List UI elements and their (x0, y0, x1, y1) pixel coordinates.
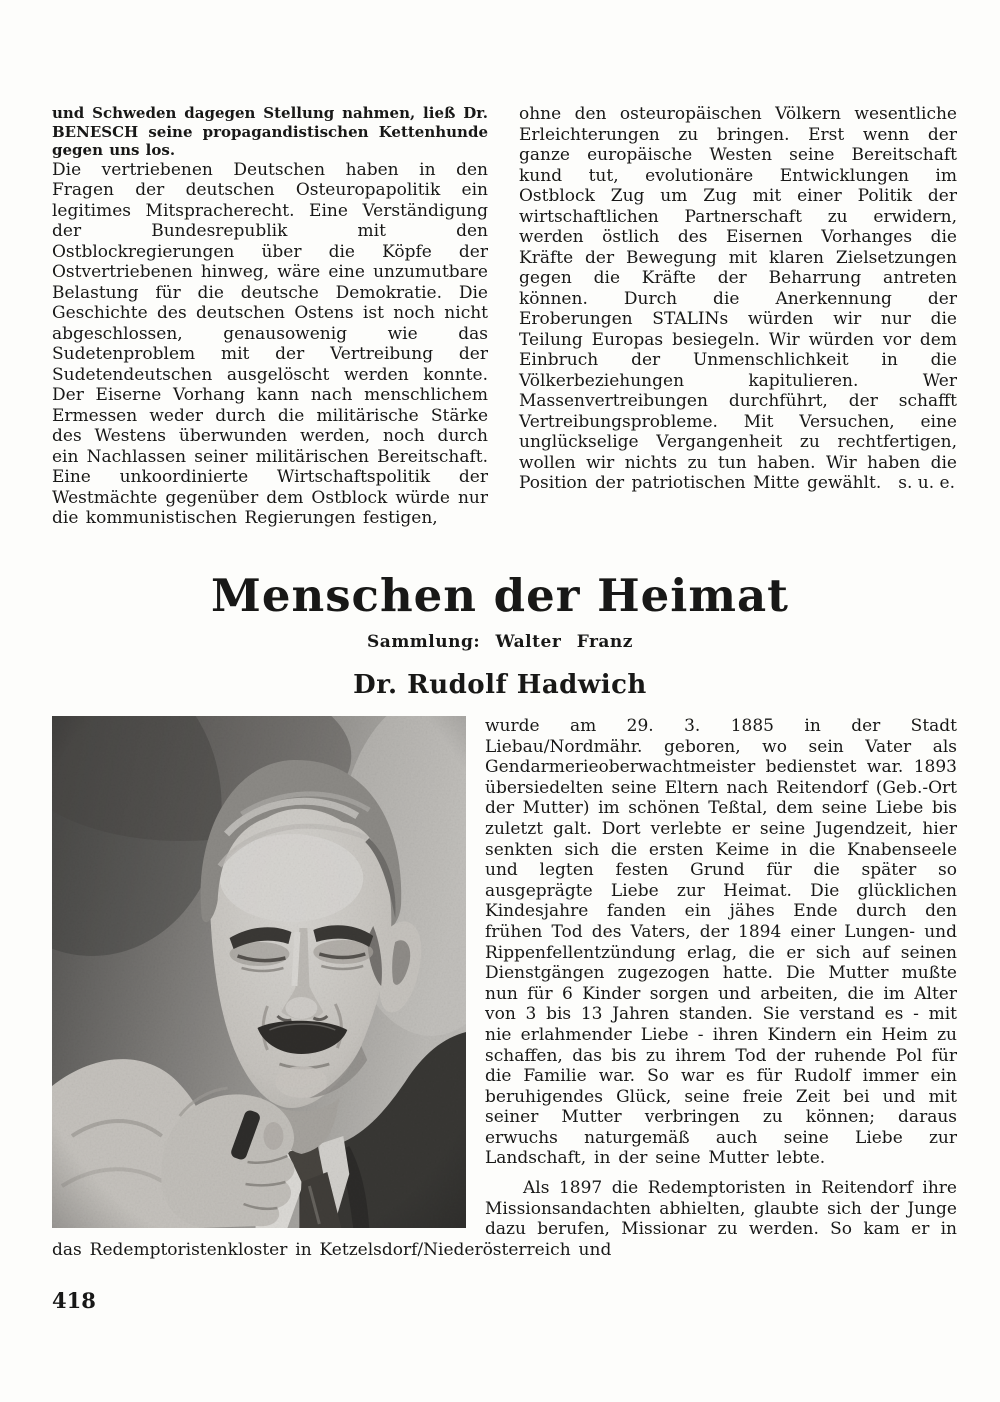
top-article (52, 104, 957, 529)
right-column-body-paragraph: ohne den osteuropäischen Völkern wesentliche Erleichterungen zu bringen. Erst wenn der ganze europäische Westen seine Bereitschaft kund tut, evolutionäre Entwicklungen im Ostblock Zug um Zug mit einer Politik der wirtschaftlichen Partnerschaft zu erwidern, werden östlich des Eisernen Vorhanges die Kräfte der Bewegung mit klaren Zielsetzungen gegen die Kräfte der Beharrung antreten können. Durch die Anerkennung der Eroberungen STALINs würden wir nur die Teilung Europas besiegeln. Wir würden vor dem Einbruch der Unmenschlichkeit in die Völkerbeziehungen kapitulieren. Wer Massenvertreibungen durchführt, der schafft Vertreibungsprobleme. Mit Versuchen, eine unglückselige Vergangenheit zu rechtfertigen, wollen wir nichts zu tun haben. Wir haben die Position der patriotischen Mitte gewählt. (519, 104, 957, 493)
portrait-photo-image (52, 716, 466, 1228)
top-article-left-column (52, 104, 488, 529)
collection-credit: Sammlung: Walter Franz (367, 632, 633, 653)
biography-paragraph-1: wurde am 29. 3. 1885 in der Stadt Liebau/Nordmähr. geboren, wo sein Vater als Gendarmerieoberwachtmeister bedienstet war. 1893 übersiedelten seine Eltern nach Reitendorf (Geb.-Ort der Mutter) im schönen Teßtal, dem seine Liebe bis zuletzt galt. Dort verlebte er seine Jugendzeit, hier senkten sich die ersten Keime in die Knabenseele und legten festen Grund für die später so ausgeprägte Liebe zur Heimat. Die glücklichen Kindesjahre fanden ein jähes Ende durch den frühen Tod des Vaters, der 1894 einer Lungen- und Rippenfellentzündung erlag, die er sich auf seinen Dienstgängen zugezogen hatte. Die Mutter mußte nun für 6 Kinder sorgen und arbeiten, die im Alter von 3 bis 13 Jahren standen. Sie verstand es - mit nie erlahmender Liebe - ihren Kindern ein Heim zu schaffen, das bis zu ihrem Tod der ruhende Pol für die Familie war. So war es für Rudolf immer ein beruhigendes Glück, seine freie Zeit bei und mit seiner Mutter verbringen zu können; daraus erwuchs naturgemäß auch seine Liebe zur Landschaft, in der seine Mutter lebte. (485, 716, 957, 1169)
top-article-right-column (519, 104, 957, 529)
left-column-intro-paragraph: und Schweden dagegen Stellung nahmen, ließ Dr. BENESCH seine propagandistischen Kettenhunde gegen uns los. (52, 104, 488, 159)
page-number: 418 (52, 1288, 96, 1313)
biography-paragraph-2: Als 1897 die Redemptoristen in Reitendorf ihre Missionsandachten abhielten, glaubte sich der Junge dazu berufen, Missionar zu werden. So kam er in das Redemptoristenkloster in Ketzelsdorf/Niederösterreich und (52, 1178, 957, 1260)
article-title: Dr. Rudolf Hadwich (353, 670, 647, 701)
portrait-photo (52, 716, 466, 1228)
section-heading (0, 569, 1000, 701)
author-initials: s. u. e. (898, 473, 955, 493)
left-column-body-paragraph: Die vertriebenen Deutschen haben in den Fragen der deutschen Osteuropapolitik ein legitimes Mitspracherecht. Eine Verständigung der Bundesrepublik mit den Ostblockregierungen über die Köpfe der Ostvertriebenen hinweg, wäre eine unzumutbare Belastung für die deutsche Demokratie. Die Geschichte des deutschen Ostens ist noch nicht abgeschlossen, genausowenig wie das Sudetenproblem mit der Vertreibung der Sudetendeutschen ausgelöscht werden konnte. Der Eiserne Vorhang kann nach menschlichem Ermessen weder durch die militärische Stärke des Westens überwunden werden, noch durch ein Nachlassen seiner militärischen Bereitschaft. Eine unkoordinierte Wirtschaftspolitik der Westmächte gegenüber dem Ostblock würde nur die kommunistischen Regierungen festigen, (52, 159, 488, 528)
biography-block (52, 716, 957, 1260)
section-title-blackletter: Menschen der Heimat (211, 569, 789, 622)
